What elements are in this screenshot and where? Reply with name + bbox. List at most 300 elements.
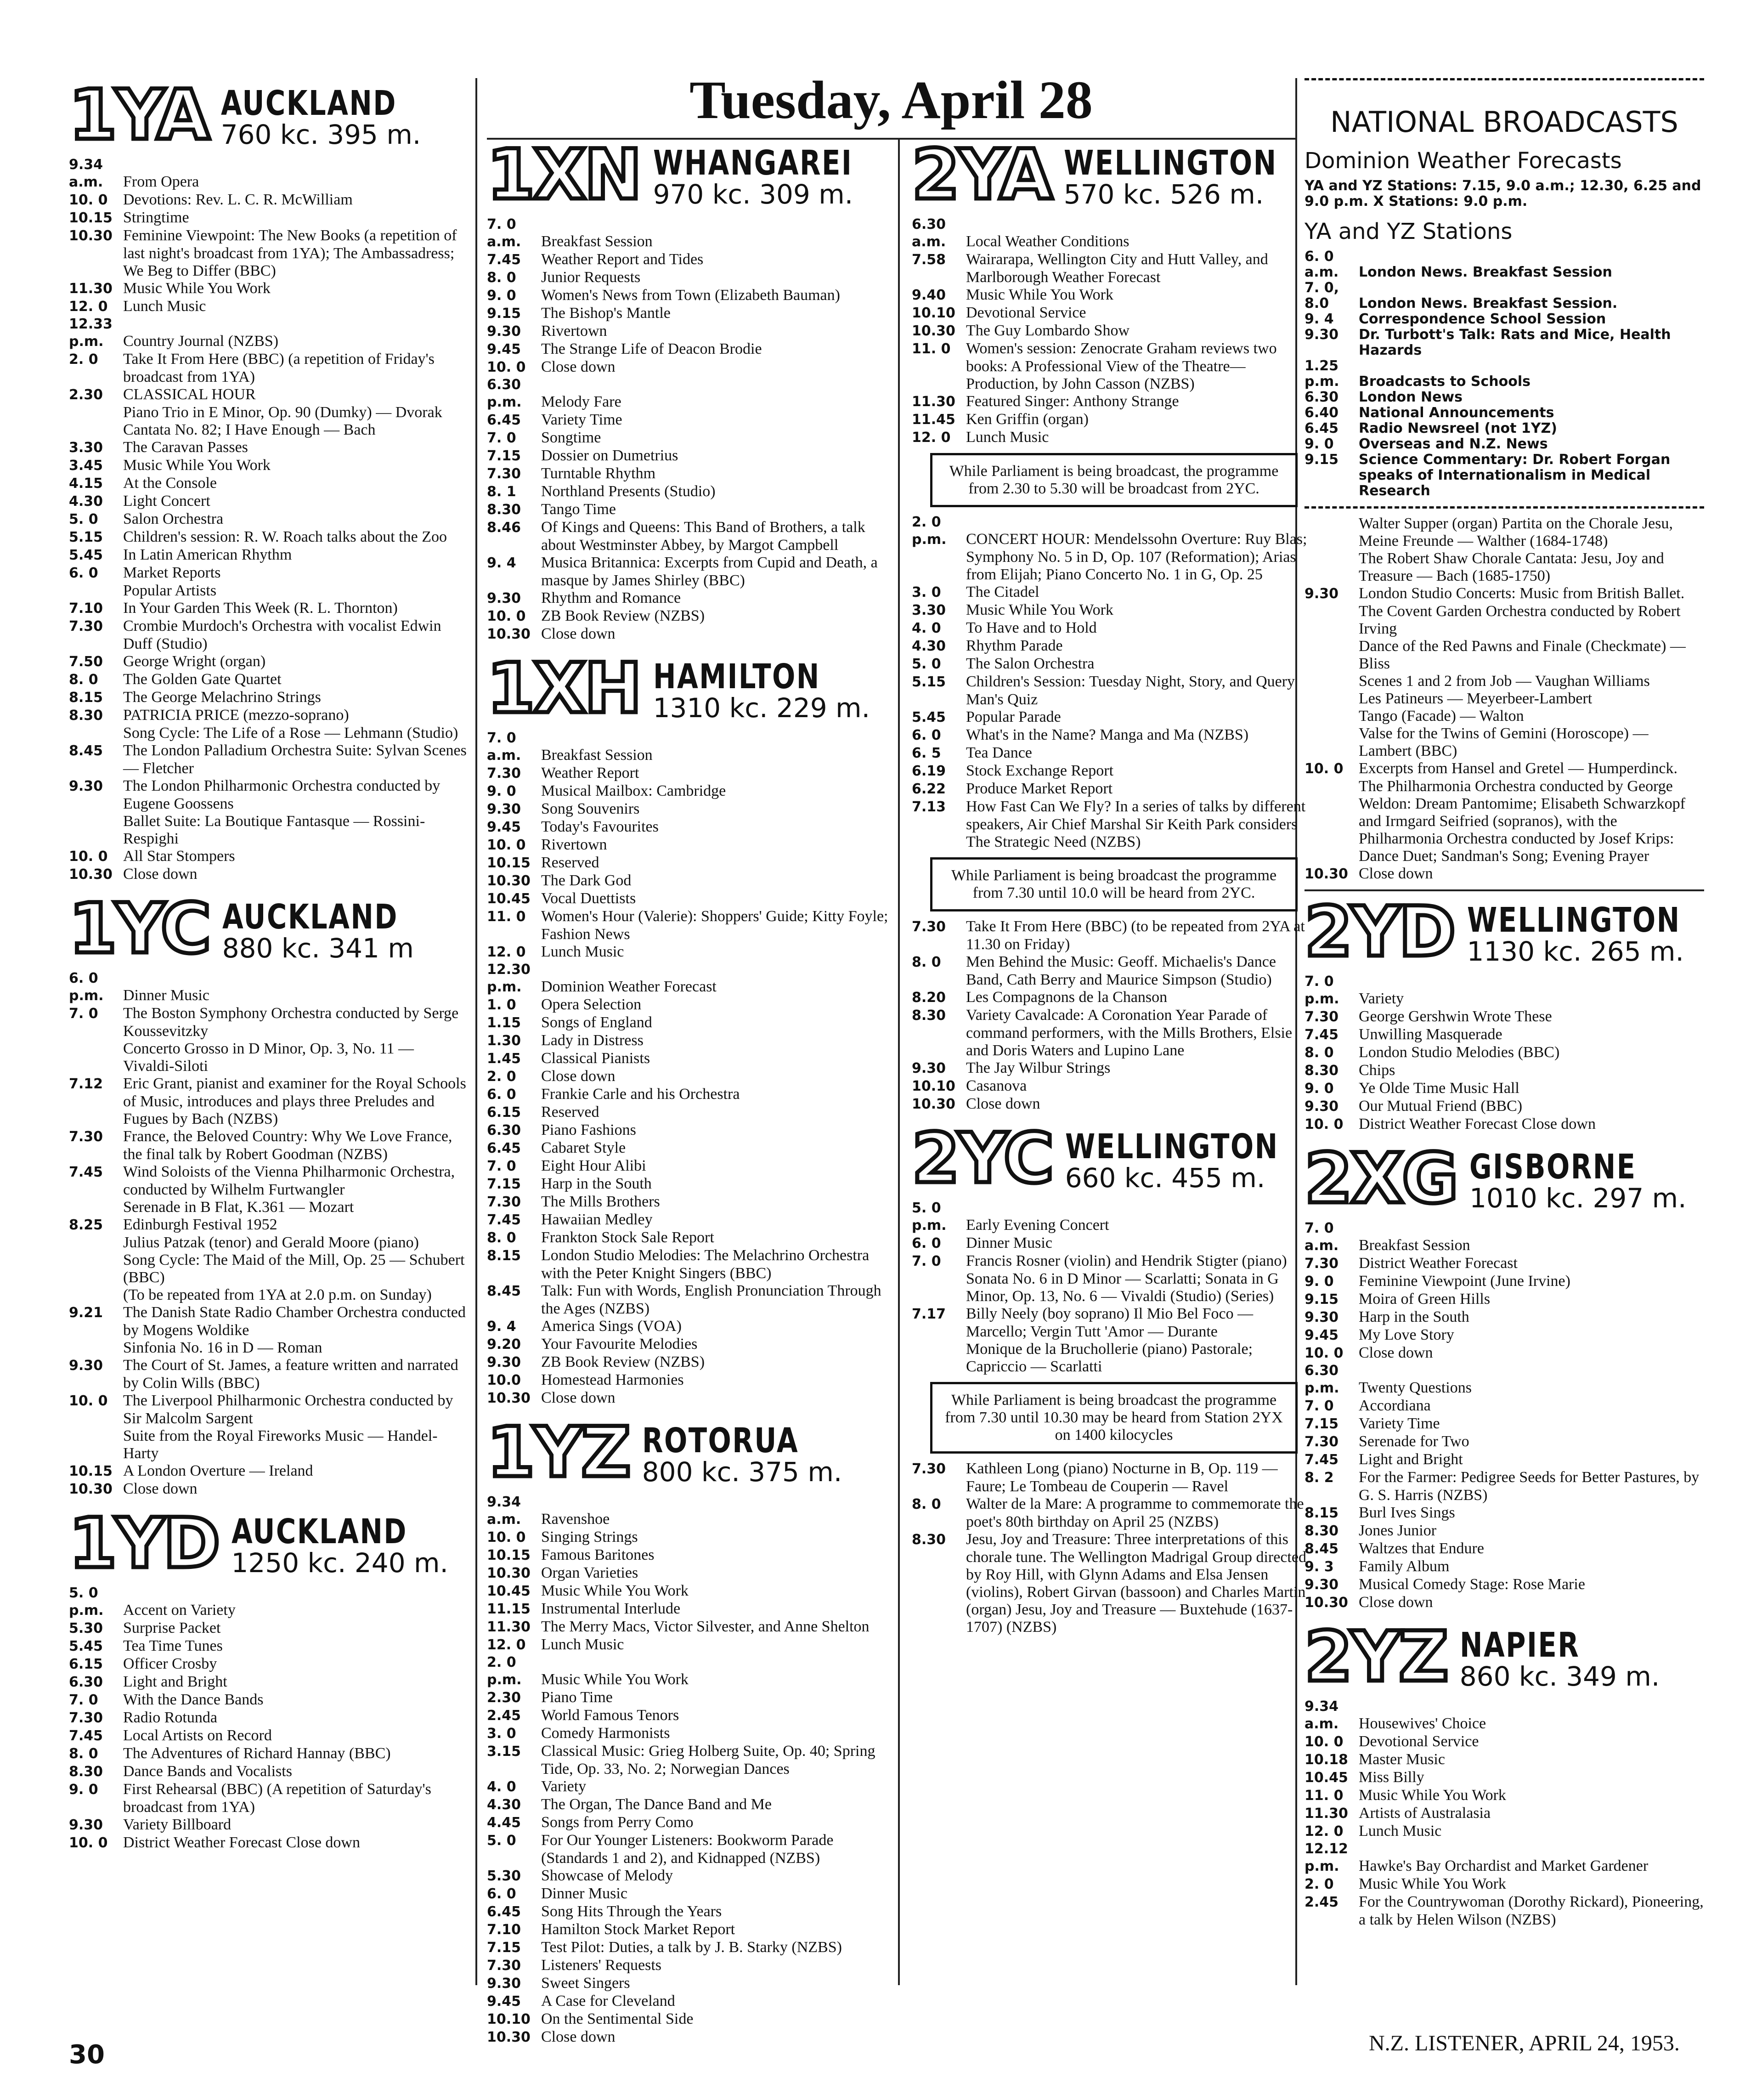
- programme-item: [123, 1427, 469, 1462]
- programme-item: [487, 996, 891, 1014]
- programme-item: [487, 1778, 891, 1796]
- programme-item: [1305, 1751, 1704, 1769]
- programme-title: Unwilling Masquerade: [1359, 1026, 1502, 1043]
- programme-time: 7. 0 a.m.: [487, 730, 521, 764]
- programme-item: [1305, 1026, 1704, 1044]
- programme-time: 5. 0 p.m.: [69, 1585, 104, 1619]
- programme-list: [487, 1494, 891, 2046]
- programme-title: Excerpts from Hansel and Gretel — Humperdinck. The Philharmonia Orchestra conducted by George Weldon: Dream Pantomime; Elisabeth Schwarzkopf and Irmgard Seifried (sopranos), with the Philharmonia Orchestra conducted by Josef Krips: Dance Duet; Sandman's Song; Evening Prayer: [1359, 760, 1686, 865]
- programme-title: Talk: Fun with Words, English Pronunciation Through the Ages (NZBS): [541, 1282, 881, 1317]
- programme-time: 3.30: [69, 440, 103, 456]
- programme-time: 7. 0: [912, 1253, 941, 1269]
- station-logo: 1YZ: [487, 1413, 629, 1493]
- programme-title: The Liverpool Philharmonic Orchestra conducted by Sir Malcolm Sargent: [123, 1392, 453, 1427]
- programme-title: Wairarapa, Wellington City and Hutt Valley, and Marlborough Weather Forecast: [966, 251, 1268, 286]
- programme-item: [1305, 280, 1704, 311]
- programme-time: 10. 0: [69, 192, 108, 208]
- programme-title: Moira of Green Hills: [1359, 1291, 1491, 1308]
- programme-title: Overseas and N.Z. News: [1359, 436, 1548, 452]
- programme-title: My Love Story: [1359, 1326, 1454, 1343]
- programme-time: 7. 0: [487, 1158, 516, 1174]
- programme-item: [1305, 1893, 1704, 1929]
- programme-item: [1305, 420, 1704, 436]
- programme-title: Ye Olde Time Music Hall: [1359, 1080, 1519, 1097]
- programme-item: [487, 1104, 891, 1121]
- column-4: [1305, 78, 1704, 1929]
- programme-list: [69, 156, 469, 883]
- programme-title: Popular Artists: [123, 582, 217, 599]
- programme-title: How Fast Can We Fly? In a series of talks by different speakers, Air Chief Marshal Sir Keith Park considers The Strategic Need (NZBS): [966, 798, 1306, 850]
- programme-item: [487, 1582, 891, 1600]
- programme-item: [69, 1727, 469, 1745]
- programme-list: [487, 730, 891, 1407]
- programme-title: Devotional Service: [1359, 1733, 1479, 1750]
- programme-title: Kathleen Long (piano) Nocturne in B, Op. 119 — Faure; Le Tombeau de Couperin — Ravel: [966, 1460, 1278, 1495]
- programme-time: 10.30: [487, 2029, 531, 2045]
- programme-time: 10.10: [487, 2011, 531, 2027]
- programme-time: 9.30: [487, 323, 521, 340]
- programme-title: Tea Time Tunes: [123, 1637, 223, 1654]
- programme-item: [69, 546, 469, 564]
- programme-title: Devotional Service: [966, 304, 1086, 321]
- programme-item: [69, 510, 469, 528]
- programme-time: 8.45: [487, 1283, 521, 1299]
- station-logo: 2YZ: [1305, 1617, 1447, 1697]
- programme-item: [1305, 1576, 1704, 1594]
- programme-time: 8. 0: [69, 1746, 98, 1762]
- programme-title: The London Palladium Orchestra Suite: Sylvan Scenes — Fletcher: [123, 742, 467, 777]
- station-city: AUCKLAND: [222, 897, 398, 937]
- programme-time: 9. 0: [1305, 1081, 1334, 1097]
- programme-item: [487, 1282, 891, 1318]
- programme-item: [487, 2010, 891, 2028]
- programme-title: Song Cycle: The Life of a Rose — Lehmann (Studio): [123, 725, 458, 742]
- programme-item: [487, 1689, 891, 1707]
- column-3: [912, 135, 1316, 1636]
- programme-list: [1305, 515, 1704, 883]
- programme-item: [1305, 1326, 1704, 1344]
- programme-time: 7.30: [69, 1710, 103, 1726]
- programme-title: Dinner Music: [966, 1234, 1052, 1251]
- programme-time: 9. 0: [1305, 436, 1334, 452]
- programme-title: Radio Rotunda: [123, 1709, 217, 1726]
- programme-item: [912, 514, 1316, 583]
- programme-item: [487, 447, 891, 465]
- programme-title: Surprise Packet: [123, 1619, 221, 1636]
- programme-title: Reserved: [541, 1104, 599, 1121]
- programme-title: Variety Time: [541, 411, 622, 428]
- programme-time: 10.30: [487, 873, 531, 889]
- programme-item: [1359, 725, 1704, 760]
- programme-time: 7.30: [1305, 1434, 1339, 1450]
- programme-item: [487, 1193, 891, 1211]
- programme-time: 7.45: [69, 1164, 103, 1180]
- programme-title: ZB Book Review (NZBS): [541, 1353, 705, 1370]
- programme-item: [69, 707, 469, 725]
- programme-item: [1305, 1008, 1704, 1026]
- programme-title: Les Compagnons de la Chanson: [966, 989, 1168, 1006]
- station-frequency: 860 kc. 349 m.: [1459, 1661, 1660, 1692]
- programme-item: [912, 780, 1316, 798]
- programme-time: 6. 0: [487, 1886, 516, 1902]
- programme-time: 9. 0: [1305, 1274, 1334, 1290]
- programme-item: [1305, 1115, 1704, 1133]
- programme-title: Breakfast Session: [1359, 1237, 1470, 1254]
- station-1yd: [69, 1504, 469, 1852]
- programme-item: [69, 777, 469, 813]
- programme-item: [487, 764, 891, 782]
- programme-title: Waltzes that Endure: [1359, 1540, 1484, 1557]
- programme-title: Breakfast Session: [541, 747, 653, 764]
- programme-title: From Opera: [123, 173, 199, 190]
- programme-time: 8.30: [1305, 1063, 1339, 1079]
- programme-item: [912, 286, 1316, 304]
- programme-title: PATRICIA PRICE (mezzo-soprano): [123, 707, 349, 724]
- station-logo: 2YA: [912, 135, 1051, 215]
- programme-item: [69, 1304, 469, 1339]
- programme-time: 8.30: [69, 1764, 103, 1780]
- programme-item: [69, 689, 469, 707]
- programme-title: The Mills Brothers: [541, 1193, 660, 1210]
- column-2: [487, 135, 891, 2046]
- programme-time: 7. 0: [1305, 1398, 1334, 1414]
- programme-time: 7.30: [1305, 1009, 1339, 1025]
- programme-item: [1305, 1362, 1704, 1397]
- programme-title: Burl Ives Sings: [1359, 1504, 1455, 1521]
- programme-time: 9.30: [1305, 327, 1339, 343]
- programme-item: [123, 725, 469, 742]
- programme-time: 11.30: [1305, 1806, 1348, 1822]
- programme-time: 10.15: [69, 210, 113, 226]
- programme-item: [912, 619, 1316, 637]
- programme-item: [912, 322, 1316, 340]
- programme-title: What's in the Name? Manga and Ma (NZBS): [966, 726, 1249, 743]
- programme-time: 10.30: [1305, 866, 1348, 882]
- programme-item: [487, 1885, 891, 1903]
- programme-time: 6. 0 p.m.: [69, 970, 104, 1004]
- programme-time: 9.30: [1305, 1577, 1339, 1593]
- programme-time: 10.30: [487, 1390, 531, 1406]
- programme-item: [123, 1339, 469, 1357]
- programme-title: Broadcasts to Schools: [1359, 374, 1531, 390]
- programme-item: [487, 1618, 891, 1636]
- page-date-heading: Tuesday, April 28: [689, 70, 1093, 130]
- station-2yd: [1305, 892, 1704, 1133]
- programme-title: Weather Report: [541, 764, 639, 781]
- programme-time: 4.30: [487, 1797, 521, 1813]
- station-1xh: [487, 649, 891, 1407]
- programme-list: [912, 1460, 1316, 1636]
- programme-item: [912, 798, 1316, 851]
- programme-item: [123, 1286, 469, 1304]
- programme-title: Officer Crosby: [123, 1655, 217, 1672]
- programme-title: Scenes 1 and 2 from Job — Vaughan Williams: [1359, 673, 1650, 690]
- programme-item: [69, 280, 469, 298]
- programme-item: [487, 1957, 891, 1975]
- programme-item: [912, 726, 1316, 744]
- programme-time: 11.30: [912, 394, 955, 410]
- station-city: AUCKLAND: [231, 1512, 407, 1552]
- programme-item: [912, 251, 1316, 286]
- programme-time: 7.15: [487, 1940, 521, 1956]
- programme-title: Classical Music: Grieg Holberg Suite, Op. 40; Spring Tide, Op. 33, No. 2; Norwegian Dances: [541, 1743, 875, 1777]
- programme-title: Northland Presents (Studio): [541, 483, 716, 500]
- programme-title: National Announcements: [1359, 405, 1554, 421]
- programme-title: Music While You Work: [123, 457, 271, 474]
- programme-title: The Citadel: [966, 583, 1039, 600]
- programme-item: [487, 854, 891, 872]
- programme-time: 9.34 a.m.: [487, 1494, 521, 1528]
- programme-time: 5. 0 p.m.: [912, 1200, 947, 1234]
- programme-time: 6.45: [487, 1140, 521, 1156]
- programme-item: [912, 411, 1316, 429]
- programme-title: CLASSICAL HOUR: [123, 386, 256, 403]
- programme-item: [69, 386, 469, 404]
- programme-time: 6. 0: [487, 1087, 516, 1103]
- programme-title: Music While You Work: [966, 286, 1113, 303]
- programme-item: [487, 782, 891, 800]
- programme-item: [487, 1139, 891, 1157]
- programme-time: 6. 0: [912, 1235, 941, 1251]
- programme-title: Variety Time: [1359, 1415, 1440, 1432]
- programme-time: 10. 0: [1305, 761, 1344, 777]
- programme-list: [1305, 1698, 1704, 1929]
- programme-time: 3.30: [912, 602, 946, 618]
- programme-title: Valse for the Twins of Gemini (Horoscope) — Lambert (BBC): [1359, 725, 1649, 759]
- station-city: WHANGAREI: [653, 143, 853, 183]
- programme-item: [69, 1163, 469, 1199]
- programme-time: 7.30: [487, 1194, 521, 1210]
- programme-item: [1305, 1540, 1704, 1558]
- programme-time: 6. 5: [912, 745, 941, 761]
- programme-item: [69, 848, 469, 866]
- programme-time: 7.15: [487, 448, 521, 464]
- programme-time: 8. 0: [487, 1230, 516, 1246]
- programme-title: The Merry Macs, Victor Silvester, and Anne Shelton: [541, 1618, 870, 1635]
- programme-title: Music While You Work: [966, 601, 1113, 618]
- programme-title: Family Album: [1359, 1558, 1450, 1575]
- programme-title: Your Favourite Melodies: [541, 1336, 698, 1353]
- programme-time: 8.15: [69, 690, 103, 706]
- programme-title: George Gershwin Wrote These: [1359, 1008, 1552, 1025]
- programme-time: 9. 0: [487, 288, 516, 304]
- station-frequency: 970 kc. 309 m.: [653, 179, 853, 210]
- programme-title: The Strange Life of Deacon Brodie: [541, 340, 762, 357]
- programme-title: Close down: [541, 1068, 616, 1085]
- programme-item: [1305, 1291, 1704, 1308]
- programme-item: [69, 671, 469, 689]
- programme-title: The Jay Wilbur Strings: [966, 1059, 1111, 1076]
- programme-title: Crombie Murdoch's Orchestra with vocalist Edwin Duff (Studio): [123, 617, 441, 652]
- programme-title: America Sings (VOA): [541, 1318, 682, 1335]
- programme-list: [69, 970, 469, 1498]
- programme-item: [912, 953, 1316, 989]
- programme-item: [69, 564, 469, 582]
- programme-item: [1305, 865, 1704, 883]
- programme-time: 7.45: [69, 1728, 103, 1744]
- station-1ya: [69, 75, 469, 883]
- national-list: [1305, 249, 1704, 499]
- programme-time: 9.45: [487, 341, 521, 357]
- programme-title: Produce Market Report: [966, 780, 1113, 797]
- programme-title: Piano Trio in E Minor, Op. 90 (Dumky) — Dvorak: [123, 404, 442, 421]
- programme-item: [487, 1903, 891, 1921]
- national-broadcasts: [1305, 105, 1704, 499]
- programme-time: 10.30: [912, 323, 955, 339]
- programme-item: [1305, 760, 1704, 865]
- programme-item: [487, 625, 891, 643]
- programme-item: [487, 519, 891, 554]
- programme-title: Tango Time: [541, 501, 616, 518]
- programme-time: 8.15: [487, 1248, 521, 1264]
- programme-time: 6.30: [69, 1674, 103, 1690]
- programme-title: Men Behind the Music: Geoff. Michaelis's Dance Band, Cath Berry and Maurice Simpson (Studio): [966, 953, 1276, 988]
- programme-item: [123, 421, 469, 439]
- programme-time: 11.45: [912, 412, 955, 428]
- parliament-notice: While Parliament is being broadcast the programme from 7.30 until 10.0 will be heard from 2YC.: [930, 857, 1298, 911]
- programme-time: 9.34 a.m.: [69, 157, 103, 190]
- programme-item: [1305, 1273, 1704, 1291]
- programme-time: 10.45: [487, 891, 531, 907]
- programme-item: [487, 607, 891, 625]
- programme-title: Dossier on Dumetrius: [541, 447, 678, 464]
- programme-item: [1305, 1415, 1704, 1433]
- programme-time: 10.30: [69, 866, 113, 883]
- programme-item: [1305, 1080, 1704, 1098]
- programme-title: Rivertown: [541, 836, 607, 853]
- programme-item: [1305, 327, 1704, 358]
- programme-time: 6.30 a.m.: [912, 216, 946, 250]
- parliament-notice: While Parliament is being broadcast the programme from 7.30 until 10.30 may be heard from Station 2YX on 1400 kilocycles: [930, 1382, 1298, 1454]
- programme-item: [1305, 1522, 1704, 1540]
- programme-time: 7.45: [487, 1212, 521, 1228]
- programme-item: [487, 1707, 891, 1725]
- programme-list: [912, 1200, 1316, 1375]
- programme-item: [966, 1341, 1316, 1375]
- programme-title: The Golden Gate Quartet: [123, 671, 282, 688]
- programme-title: Dance Bands and Vocalists: [123, 1763, 292, 1780]
- station-logo: 1YA: [69, 75, 208, 155]
- programme-title: Popular Parade: [966, 708, 1061, 725]
- programme-title: The Dark God: [541, 872, 632, 889]
- programme-item: [69, 617, 469, 653]
- programme-title: (To be repeated from 1YA at 2.0 p.m. on Sunday): [123, 1286, 432, 1303]
- programme-item: [487, 1796, 891, 1814]
- programme-title: Correspondence School Session: [1359, 311, 1606, 327]
- programme-item: [487, 216, 891, 251]
- programme-title: The Guy Lombardo Show: [966, 322, 1130, 339]
- programme-time: 6. 0 a.m.: [1305, 249, 1339, 280]
- programme-item: [912, 744, 1316, 762]
- programme-item: [487, 411, 891, 429]
- programme-title: Eric Grant, pianist and examiner for the Royal Schools of Music, introduces and plays three Preludes and Fugues by Bach (NZBS): [123, 1075, 466, 1127]
- programme-title: Market Reports: [123, 564, 221, 581]
- programme-time: 9.30: [69, 1358, 103, 1374]
- programme-title: Casanova: [966, 1077, 1027, 1094]
- programme-title: District Weather Forecast Close down: [1359, 1115, 1596, 1132]
- programme-item: [1305, 311, 1704, 327]
- programme-title: In Latin American Rhythm: [123, 546, 292, 563]
- programme-title: Children's Session: Tuesday Night, Story, and Query Man's Quiz: [966, 673, 1295, 708]
- station-city: WELLINGTON: [1467, 900, 1681, 940]
- programme-time: 5.30: [69, 1620, 103, 1636]
- programme-title: District Weather Forecast: [1359, 1255, 1518, 1272]
- station-2yc: [912, 1119, 1316, 1636]
- programme-time: 4. 0: [912, 620, 941, 636]
- programme-item: [487, 1353, 891, 1371]
- ya-yz-heading: YA and YZ Stations: [1305, 219, 1513, 244]
- programme-title: Hamilton Stock Market Report: [541, 1921, 735, 1938]
- programme-time: 6.30 p.m.: [487, 377, 522, 410]
- station-2yz: [1305, 1617, 1704, 1929]
- programme-time: 8.30: [912, 1532, 946, 1548]
- programme-title: Piano Fashions: [541, 1121, 636, 1138]
- programme-title: Les Patineurs — Meyerbeer-Lambert: [1359, 690, 1593, 707]
- station-2ya: [912, 135, 1316, 1113]
- programme-item: [69, 600, 469, 617]
- programme-title: Close down: [541, 1389, 616, 1406]
- programme-item: [69, 970, 469, 1005]
- programme-time: 7.45: [1305, 1027, 1339, 1043]
- station-2xg: [1305, 1139, 1704, 1612]
- programme-time: 11.30: [69, 281, 113, 297]
- programme-time: 6.30: [487, 1122, 521, 1138]
- programme-item: [1305, 405, 1704, 421]
- programme-title: Rhythm and Romance: [541, 589, 681, 606]
- programme-title: ZB Book Review (NZBS): [541, 607, 705, 624]
- programme-item: [912, 216, 1316, 251]
- programme-time: 5.15: [69, 529, 103, 545]
- programme-title: For the Countrywoman (Dorothy Rickard), Pioneering, a talk by Helen Wilson (NZBS): [1359, 1893, 1704, 1928]
- programme-time: 5.45: [912, 709, 946, 725]
- programme-title: Breakfast Session: [541, 233, 653, 250]
- programme-item: [487, 1247, 891, 1282]
- programme-item: [69, 1655, 469, 1673]
- programme-item: [69, 1480, 469, 1498]
- programme-title: Close down: [541, 2028, 616, 2045]
- programme-title: A Case for Cleveland: [541, 1992, 675, 2009]
- programme-title: The Organ, The Dance Band and Me: [541, 1796, 772, 1813]
- programme-time: 10. 0: [69, 1393, 108, 1409]
- programme-item: [487, 908, 891, 943]
- programme-time: 2. 0: [69, 351, 98, 368]
- programme-item: [1305, 1451, 1704, 1469]
- programme-item: [912, 1531, 1316, 1636]
- programme-time: 6.19: [912, 763, 946, 779]
- programme-title: Walter de la Mare: A programme to commemorate the poet's 80th birthday on April 25 (NZBS): [966, 1495, 1304, 1530]
- programme-item: [487, 1975, 891, 1992]
- programme-time: 10.15: [487, 1547, 531, 1563]
- programme-item: [487, 305, 891, 323]
- programme-title: CONCERT HOUR: Mendelssohn Overture: Ruy Blas; Symphony No. 5 in D, Op. 107 (Reformation); Arias from Elijah; Piano Concerto No. 1 in G, Op. 25: [966, 531, 1307, 583]
- programme-item: [487, 1229, 891, 1247]
- programme-time: 1.25 p.m.: [1305, 358, 1339, 390]
- programme-title: Lunch Music: [1359, 1823, 1442, 1840]
- programme-time: 10.18: [1305, 1752, 1348, 1768]
- programme-item: [487, 2028, 891, 2046]
- programme-item: [487, 1086, 891, 1104]
- programme-title: Devotions: Rev. L. C. R. McWilliam: [123, 191, 353, 208]
- station-city: NAPIER: [1459, 1625, 1580, 1665]
- programme-time: 8.30: [487, 502, 521, 518]
- programme-time: 9.20: [487, 1336, 521, 1353]
- programme-item: [69, 1781, 469, 1816]
- programme-time: 7. 0: [69, 1006, 98, 1022]
- programme-time: 10.10: [912, 305, 955, 321]
- programme-title: Song Cycle: The Maid of the Mill, Op. 25 — Schubert (BBC): [123, 1251, 465, 1286]
- programme-time: 9.30: [912, 1060, 946, 1076]
- programme-title: Famous Baritones: [541, 1546, 655, 1563]
